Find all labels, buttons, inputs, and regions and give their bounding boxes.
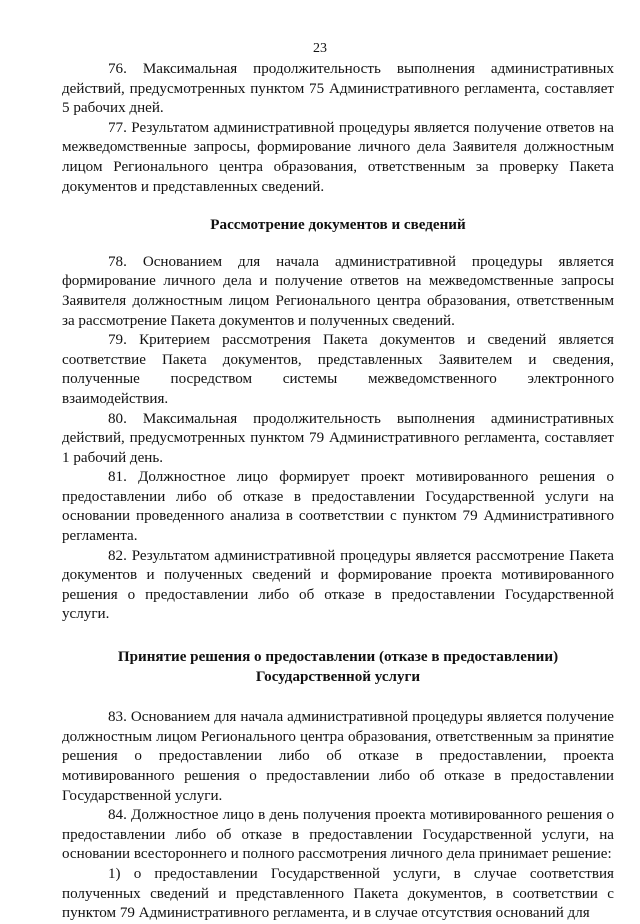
document-body: [62, 60, 614, 924]
paragraph-78: 78. Основанием для начала административной процедуры является формирование личного дела и получение ответов на межведомственные запросы Заявителя должностным лицом Регионального центра образования, ответственным за рассмотрение Пакета документов и полученных сведений.: [62, 253, 614, 329]
page-number: 23: [313, 41, 327, 56]
paragraph-81: 81. Должностное лицо формирует проект мотивированного решения о предоставлении либо об отказе в предоставлении Государственной услуги на основании проведенного анализа в соответствии с пунктом 79 Административного регламента.: [62, 469, 614, 545]
section-title-decision-line1: Принятие решения о предоставлении (отказе в предоставлении): [117, 649, 559, 666]
paragraph-82: 82. Результатом административной процедуры является рассмотрение Пакета документов и полученных сведений и формирование проекта мотивированного решения о предоставлении либо об отказе в предоставлении Государственной услуги.: [62, 547, 614, 623]
paragraph-84-item-1: 1) о предоставлении Государственной услуги, в случае соответствия полученных сведений и представленного Пакета документов, в соответствии с пунктом 79 Административного регламента, и в случае отсутствия оснований для: [62, 865, 614, 922]
section-title-decision-line2: Государственной услуги: [255, 668, 421, 685]
paragraph-83: 83. Основанием для начала административной процедуры является получение должностным лицом Регионального центра образования, ответственным за принятие решения о предоставлении либо об отказе в предоставлении, проекта мотивированного решения о предоставлении либо об отказе в предоставлении Государственной услуги.: [62, 709, 614, 804]
section-title-review: Рассмотрение документов и сведений: [210, 217, 466, 234]
paragraph-77: 77. Результатом административной процедуры является получение ответов на межведомственные запросы, формирование личного дела Заявителя должностным лицом Регионального центра образования, ответственным за проверку Пакета документов и представленных сведений.: [62, 119, 614, 195]
paragraph-76: 76. Максимальная продолжительность выполнения административных действий, предусмотренных пунктом 75 Административного регламента, составляет 5 рабочих дней.: [62, 61, 614, 117]
section-title-decision: [62, 648, 614, 687]
paragraph-84: 84. Должностное лицо в день получения проекта мотивированного решения о предоставлении либо об отказе в предоставлении Государственной услуги, на основании всестороннего и полного рассмотрения личного дела принимает решение:: [62, 807, 614, 863]
paragraph-80: 80. Максимальная продолжительность выполнения административных действий, предусмотренных пунктом 79 Административного регламента, составляет 1 рабочий день.: [62, 410, 614, 466]
paragraph-79: 79. Критерием рассмотрения Пакета документов и сведений является соответствие Пакета документов, представленных Заявителем и сведения, полученные посредством системы межведомственного электронного взаимодействия.: [62, 332, 614, 407]
